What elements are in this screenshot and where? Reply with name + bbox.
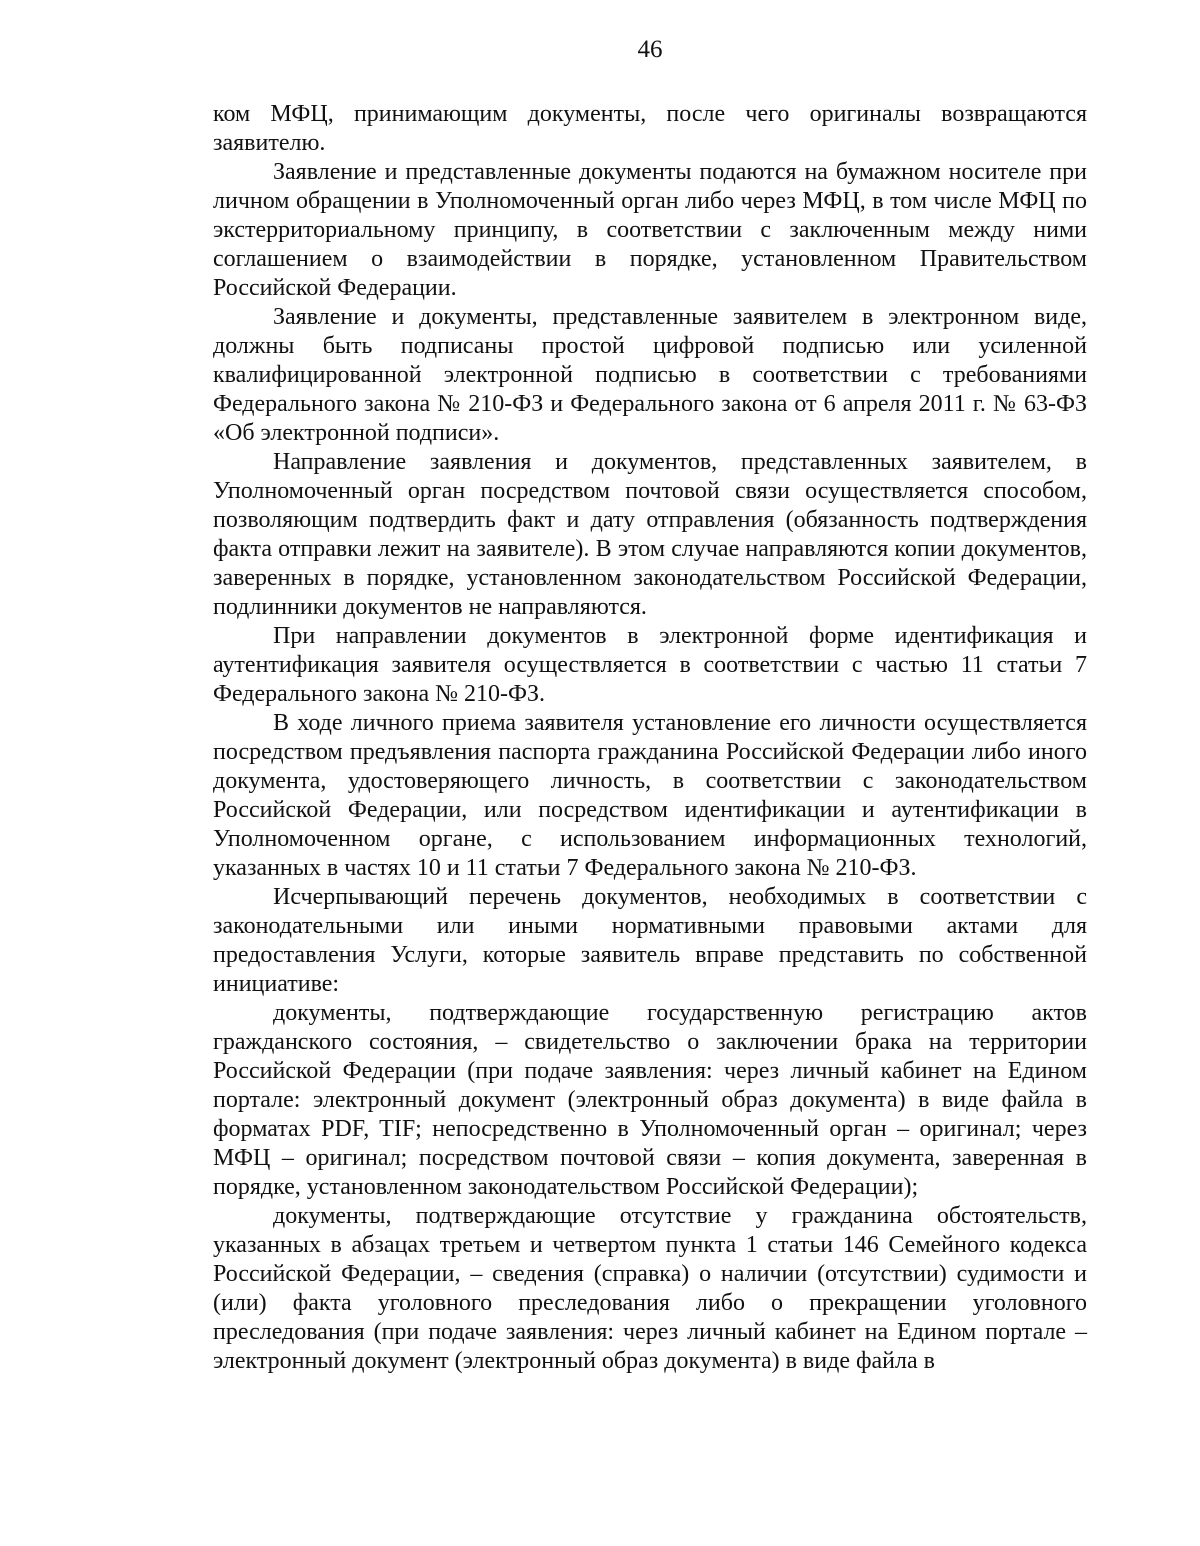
paragraph: Заявление и документы, представленные заявителем в электронном виде, должны быть подписаны простой цифровой подписью или усиленной квалифицированной электронной подписью в соответствии с требованиями Федерального закона № 210-ФЗ и Федерального закона от 6 апреля 2011 г. № 63-ФЗ «Об электронной подписи». (213, 304, 1087, 446)
page-number: 46 (637, 36, 663, 63)
document-body (213, 100, 1087, 1376)
paragraph-continuation: ком МФЦ, принимающим документы, после чего оригиналы возвращаются заявителю. (213, 101, 1087, 156)
paragraph: Исчерпывающий перечень документов, необходимых в соответствии с законодательными или иными нормативными правовыми актами для предоставления Услуги, которые заявитель вправе представить по собственной инициативе: (213, 884, 1087, 997)
paragraph: документы, подтверждающие отсутствие у гражданина обстоятельств, указанных в абзацах третьем и четвертом пункта 1 статьи 146 Семейного кодекса Российской Федерации, – сведения (справка) о наличии (отсутствии) судимости и (или) факта уголовного преследования либо о прекращении уголовного преследования (при подаче заявления: через личный кабинет на Едином портале – электронный документ (электронный образ документа) в виде файла в (213, 1203, 1087, 1374)
paragraph: Направление заявления и документов, представленных заявителем, в Уполномоченный орган посредством почтовой связи осуществляется способом, позволяющим подтвердить факт и дату отправления (обязанность подтверждения факта отправки лежит на заявителе). В этом случае направляются копии документов, заверенных в порядке, установленном законодательством Российской Федерации, подлинники документов не направляются. (213, 449, 1087, 620)
paragraph: В ходе личного приема заявителя установление его личности осуществляется посредством предъявления паспорта гражданина Российской Федерации либо иного документа, удостоверяющего личность, в соответствии с законодательством Российской Федерации, или посредством идентификации и аутентификации в Уполномоченном органе, с использованием информационных технологий, указанных в частях 10 и 11 статьи 7 Федерального закона № 210-ФЗ. (213, 710, 1087, 881)
paragraph: Заявление и представленные документы подаются на бумажном носителе при личном обращении в Уполномоченный орган либо через МФЦ, в том числе МФЦ по экстерриториальному принципу, в соответствии с заключенным между ними соглашением о взаимодействии в порядке, установленном Правительством Российской Федерации. (213, 159, 1087, 301)
paragraph: документы, подтверждающие государственную регистрацию актов гражданского состояния, – свидетельство о заключении брака на территории Российской Федерации (при подаче заявления: через личный кабинет на Едином портале: электронный документ (электронный образ документа) в виде файла в форматах PDF, TIF; непосредственно в Уполномоченный орган – оригинал; через МФЦ – оригинал; посредством почтовой связи – копия документа, заверенная в порядке, установленном законодательством Российской Федерации); (213, 1000, 1087, 1200)
paragraph: При направлении документов в электронной форме идентификация и аутентификация заявителя осуществляется в соответствии с частью 11 статьи 7 Федерального закона № 210-ФЗ. (213, 623, 1087, 707)
